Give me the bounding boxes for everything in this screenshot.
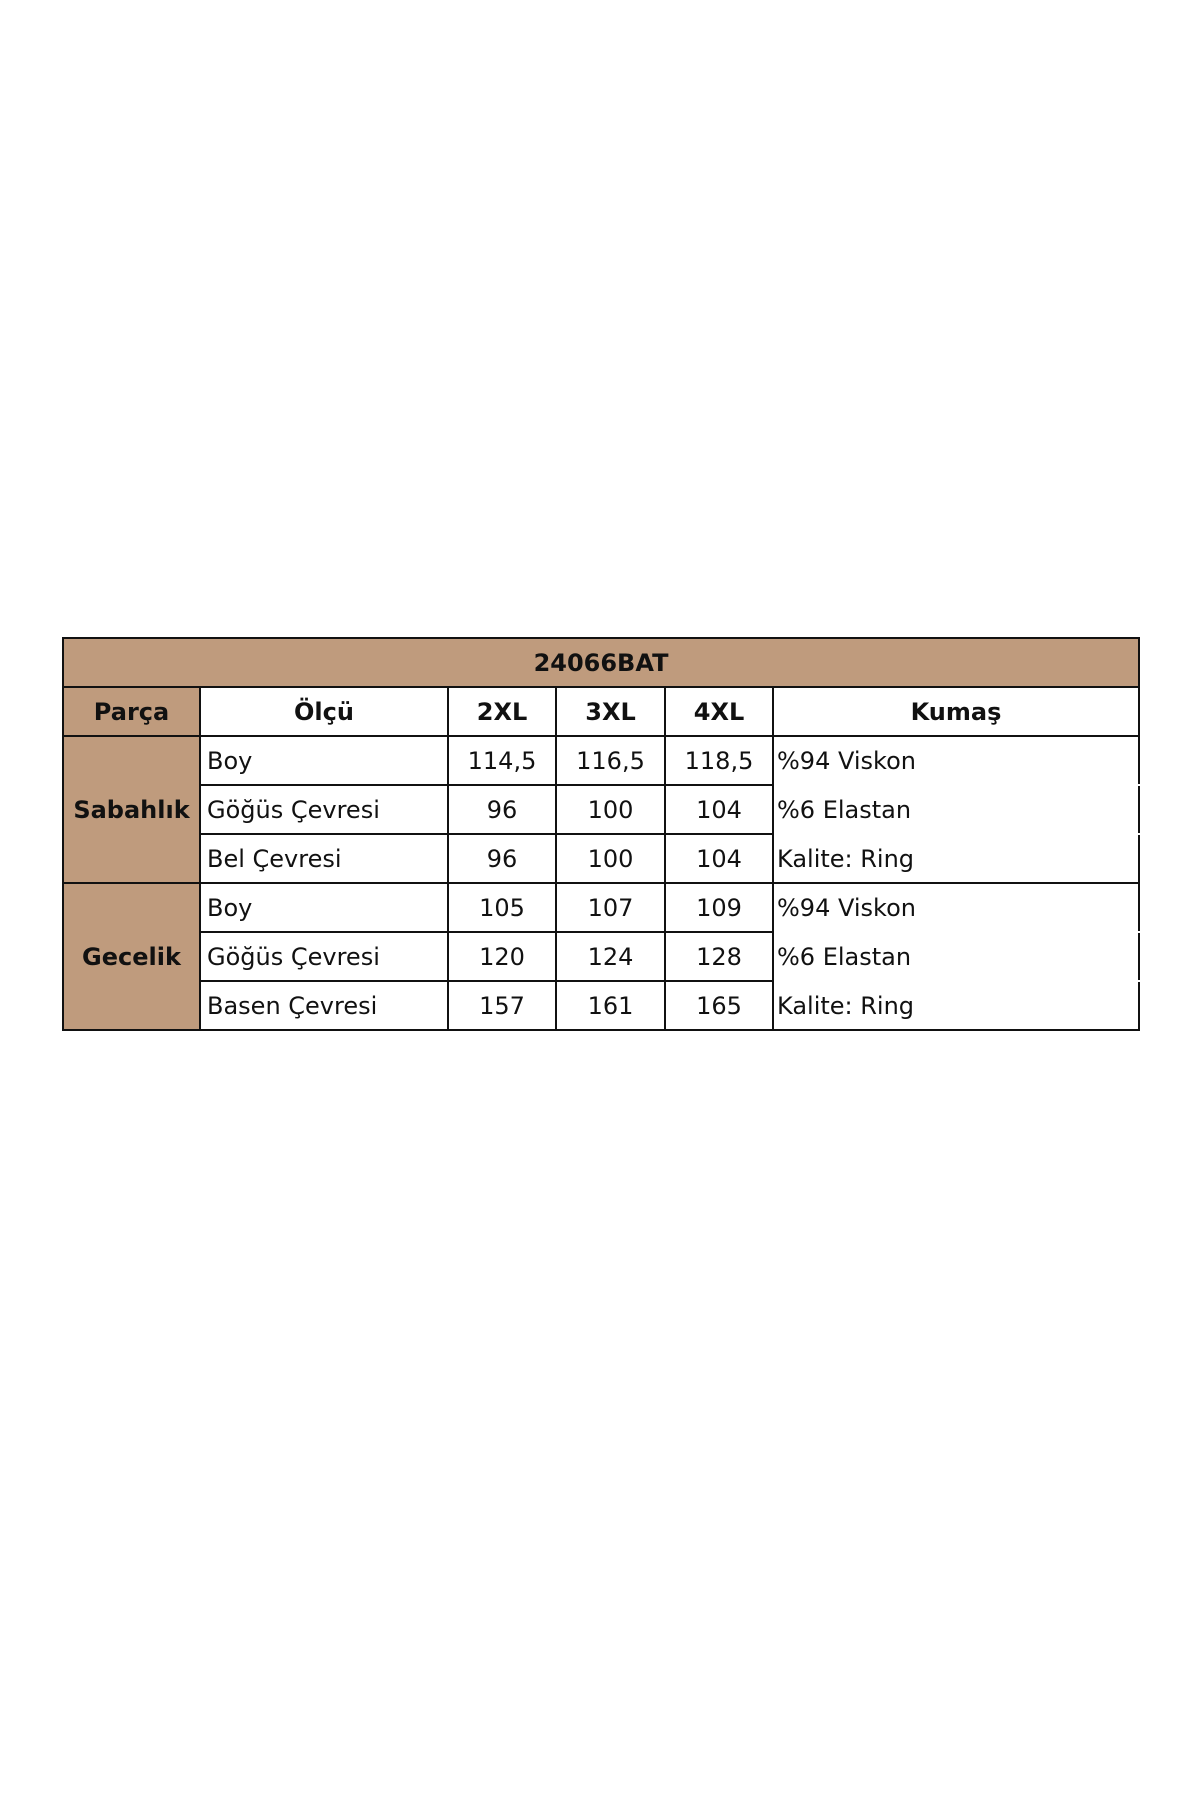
- measure-label: Göğüs Çevresi: [200, 785, 448, 834]
- value-2xl: 105: [448, 883, 556, 932]
- part-name-sabahlik: Sabahlık: [63, 736, 200, 883]
- table-title: 24066BAT: [63, 638, 1139, 687]
- part-name-gecelik: Gecelik: [63, 883, 200, 1030]
- table-row: [63, 981, 1139, 1030]
- value-4xl: 118,5: [665, 736, 773, 785]
- value-3xl: 161: [556, 981, 665, 1030]
- value-3xl: 100: [556, 834, 665, 883]
- value-2xl: 120: [448, 932, 556, 981]
- fabric-info: Kalite: Ring: [773, 834, 1139, 883]
- measure-label: Göğüs Çevresi: [200, 932, 448, 981]
- table-row: [63, 785, 1139, 834]
- column-header-kumas: Kumaş: [773, 687, 1139, 736]
- column-header-parca: Parça: [63, 687, 200, 736]
- measure-label: Basen Çevresi: [200, 981, 448, 1030]
- header-row: [63, 687, 1139, 736]
- measure-label: Boy: [200, 736, 448, 785]
- title-row: [63, 638, 1139, 687]
- measure-label: Boy: [200, 883, 448, 932]
- column-header-olcu: Ölçü: [200, 687, 448, 736]
- value-3xl: 124: [556, 932, 665, 981]
- fabric-info: %94 Viskon: [773, 736, 1139, 785]
- measure-label: Bel Çevresi: [200, 834, 448, 883]
- value-2xl: 96: [448, 834, 556, 883]
- value-4xl: 104: [665, 785, 773, 834]
- fabric-info: %6 Elastan: [773, 785, 1139, 834]
- fabric-info: %94 Viskon: [773, 883, 1139, 932]
- column-header-4xl: 4XL: [665, 687, 773, 736]
- value-2xl: 96: [448, 785, 556, 834]
- value-4xl: 165: [665, 981, 773, 1030]
- value-2xl: 157: [448, 981, 556, 1030]
- value-4xl: 109: [665, 883, 773, 932]
- table-row: [63, 834, 1139, 883]
- value-4xl: 104: [665, 834, 773, 883]
- value-2xl: 114,5: [448, 736, 556, 785]
- column-header-2xl: 2XL: [448, 687, 556, 736]
- table-row: [63, 883, 1139, 932]
- table-row: [63, 736, 1139, 785]
- table-row: [63, 932, 1139, 981]
- value-3xl: 100: [556, 785, 665, 834]
- fabric-info: Kalite: Ring: [773, 981, 1139, 1030]
- value-3xl: 116,5: [556, 736, 665, 785]
- fabric-info: %6 Elastan: [773, 932, 1139, 981]
- size-chart-table: [62, 637, 1140, 1031]
- column-header-3xl: 3XL: [556, 687, 665, 736]
- value-3xl: 107: [556, 883, 665, 932]
- value-4xl: 128: [665, 932, 773, 981]
